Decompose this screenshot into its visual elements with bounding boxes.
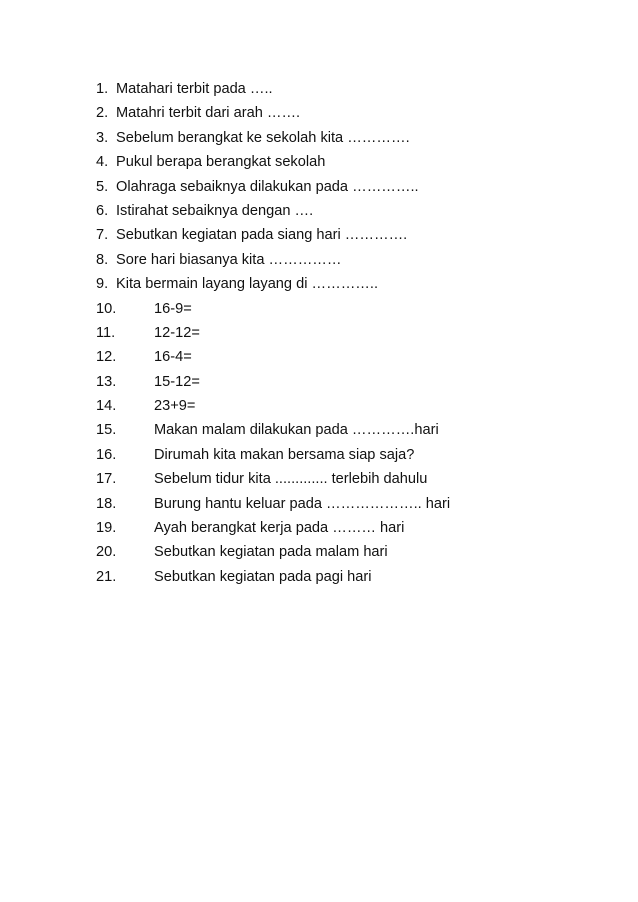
list-item	[96, 394, 596, 418]
question-number: 19.	[96, 520, 117, 537]
question-number: 4.	[96, 154, 109, 171]
question-number: 13.	[96, 373, 117, 390]
question-text: Sore hari biasanya kita ……………	[116, 251, 342, 268]
question-text: Kita bermain layang layang di …………..	[116, 276, 378, 293]
question-text: Matahari terbit pada …..	[116, 81, 273, 97]
list-item	[96, 101, 596, 125]
question-number: 17.	[96, 471, 117, 488]
question-number: 9.	[96, 276, 109, 293]
list-item	[96, 126, 596, 150]
question-number: 15.	[96, 422, 117, 439]
question-number: 16.	[96, 446, 117, 463]
question-number: 3.	[96, 129, 109, 146]
list-item	[96, 223, 596, 247]
list-item	[96, 370, 596, 394]
question-text: Burung hantu keluar pada ……………….. hari	[154, 495, 451, 512]
question-text: Olahraga sebaiknya dilakukan pada …………..	[116, 178, 419, 195]
list-item	[96, 321, 596, 345]
list-item	[96, 418, 596, 442]
list-item	[96, 443, 596, 467]
question-text: 12-12=	[154, 324, 200, 341]
question-number: 8.	[96, 251, 109, 268]
question-text: Sebutkan kegiatan pada pagi hari	[154, 568, 372, 585]
question-text: Dirumah kita makan bersama siap saja?	[154, 446, 415, 463]
question-number: 2.	[96, 105, 109, 122]
list-item	[96, 248, 596, 272]
question-text: 15-12=	[154, 373, 200, 390]
question-number: 21.	[96, 568, 117, 585]
question-number: 7.	[96, 227, 109, 244]
list-item	[96, 77, 596, 101]
list-item	[96, 540, 596, 564]
question-text: 23+9=	[154, 398, 196, 415]
question-text: Istirahat sebaiknya dengan ….	[116, 202, 314, 219]
list-item	[96, 150, 596, 174]
question-number: 12.	[96, 349, 117, 366]
list-item	[96, 199, 596, 223]
question-text: Sebutkan kegiatan pada siang hari ………….	[116, 227, 408, 244]
question-number: 10.	[96, 300, 117, 317]
question-text: Sebelum berangkat ke sekolah kita ………….	[116, 129, 410, 146]
question-text: Makan malam dilakukan pada ………….hari	[154, 422, 439, 439]
list-item	[96, 272, 596, 296]
question-text: Sebutkan kegiatan pada malam hari	[154, 544, 388, 561]
question-text: Sebelum tidur kita ............. terlebih dahulu	[154, 471, 428, 488]
question-number: 5.	[96, 178, 109, 195]
question-text: Matahri terbit dari arah …….	[116, 105, 301, 122]
list-item	[96, 516, 596, 540]
list-item	[96, 345, 596, 369]
question-number: 14.	[96, 398, 117, 415]
question-number: 6.	[96, 202, 109, 219]
question-text: 16-9=	[154, 300, 192, 317]
question-number: 11.	[96, 324, 116, 341]
question-list	[96, 77, 596, 589]
list-item	[96, 467, 596, 491]
question-number: 1.	[96, 81, 109, 97]
list-item	[96, 297, 596, 321]
list-item	[96, 565, 596, 589]
list-item	[96, 175, 596, 199]
list-item	[96, 492, 596, 516]
question-text: 16-4=	[154, 349, 192, 366]
question-text: Pukul berapa berangkat sekolah	[116, 154, 326, 171]
question-text: Ayah berangkat kerja pada ……… hari	[154, 520, 405, 537]
question-number: 18.	[96, 495, 117, 512]
question-number: 20.	[96, 544, 117, 561]
